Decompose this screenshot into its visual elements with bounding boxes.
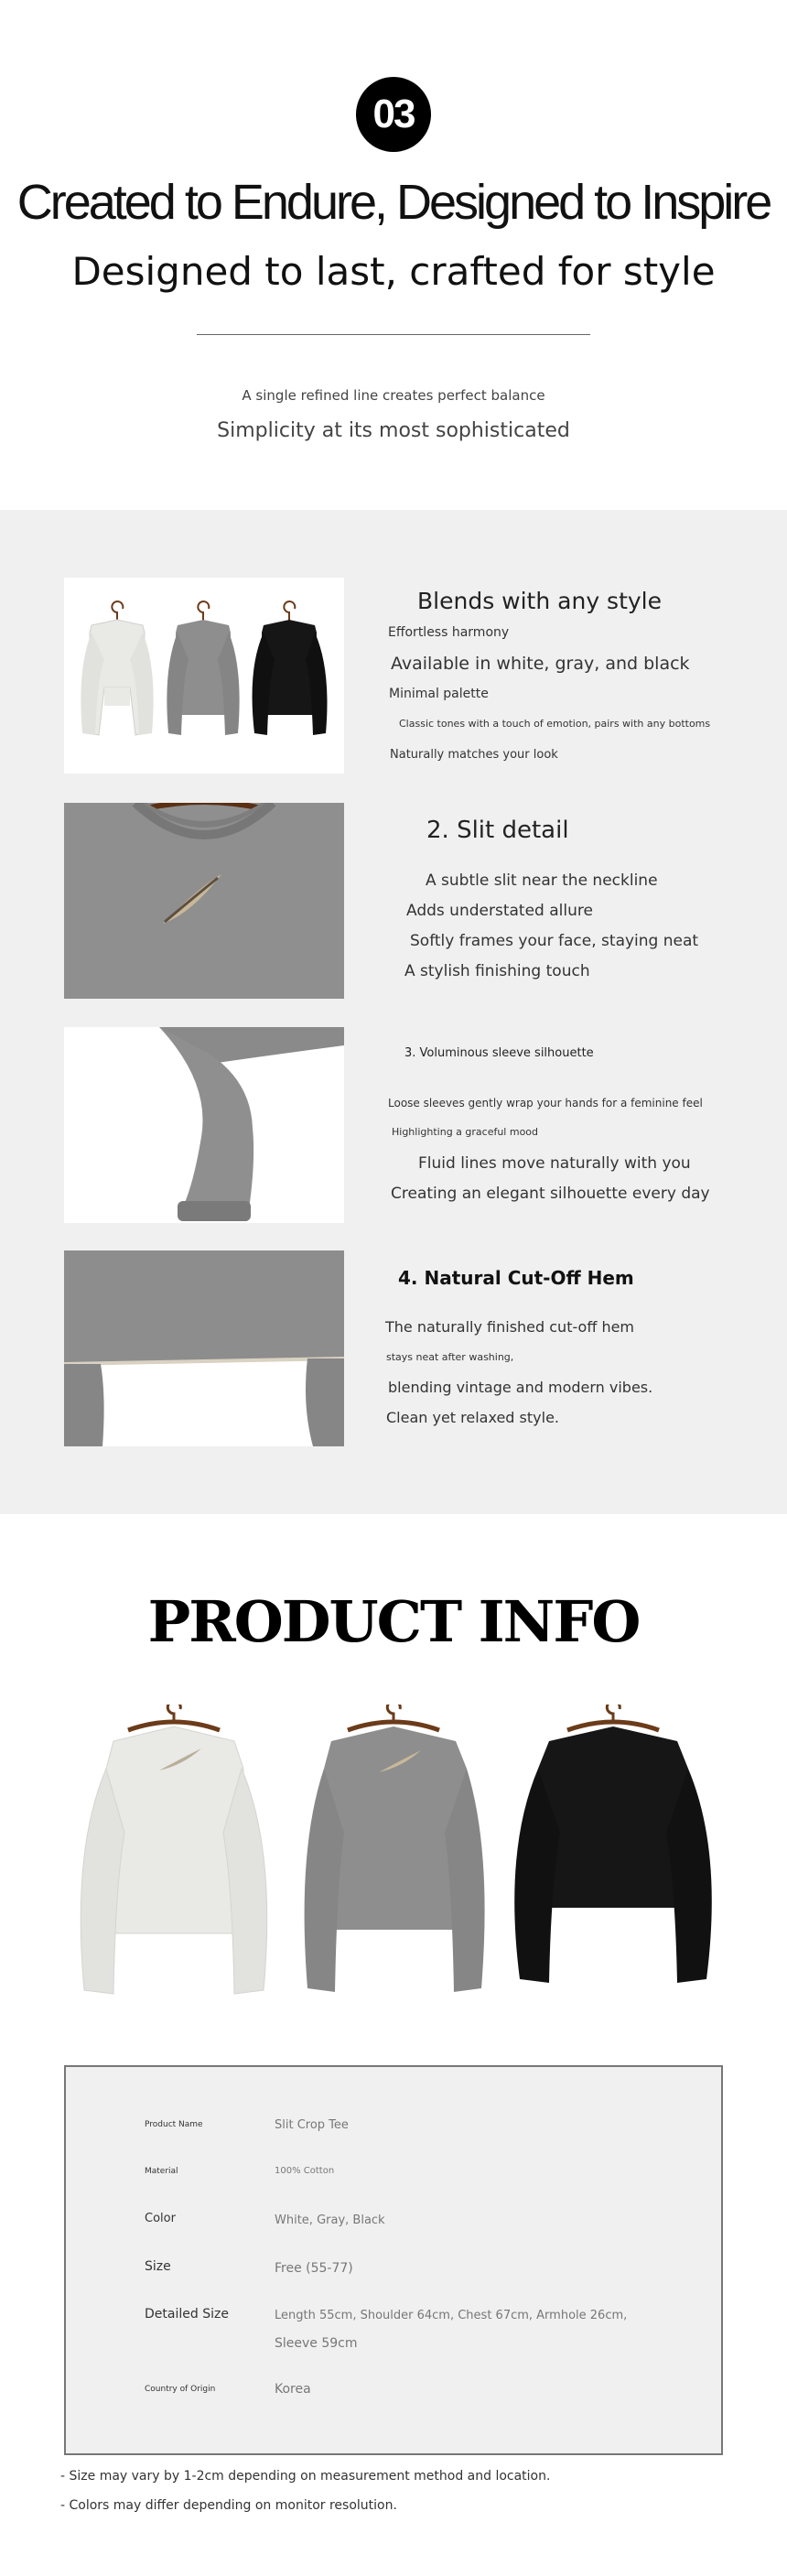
feature-4-line: blending vintage and modern vibes. bbox=[388, 1379, 653, 1396]
feature-2-image bbox=[64, 803, 344, 999]
feature-3-line: Highlighting a graceful mood bbox=[392, 1126, 539, 1138]
feature-2-line: Adds understated allure bbox=[406, 902, 593, 920]
country-label: Country of Origin bbox=[145, 2385, 216, 2394]
feature-1-line: Classic tones with a touch of emotion, pairs with any bottoms bbox=[399, 718, 711, 730]
material-value: 100% Cotton bbox=[275, 2166, 335, 2176]
feature-2-line: Softly frames your face, staying neat bbox=[410, 932, 699, 950]
feature-4-line: stays neat after washing, bbox=[386, 1351, 514, 1363]
detailed-size-label: Detailed Size bbox=[145, 2307, 229, 2322]
feature-1-line: Naturally matches your look bbox=[390, 748, 558, 762]
feature-1-line: Minimal palette bbox=[389, 687, 489, 701]
section-number-badge: 03 bbox=[356, 77, 431, 152]
size-note: - Size may vary by 1-2cm depending on measurement method and location. bbox=[60, 2469, 551, 2484]
color-label: Color bbox=[145, 2212, 176, 2225]
section-title: Created to Endure, Designed to Inspire bbox=[16, 175, 771, 230]
feature-2-line: A subtle slit near the neckline bbox=[426, 871, 658, 890]
size-label: Size bbox=[145, 2259, 171, 2274]
feature-1-title: Blends with any style bbox=[417, 588, 663, 614]
feature-3-line: Loose sleeves gently wrap your hands for a feminine feel bbox=[388, 1097, 703, 1109]
feature-4-line: The naturally finished cut-off hem bbox=[385, 1318, 635, 1336]
feature-3-title: 3. Voluminous sleeve silhouette bbox=[404, 1046, 594, 1060]
intro-line-1: A single refined line creates perfect balance bbox=[242, 387, 545, 404]
product-info-title: PRODUCT INFO bbox=[147, 1588, 640, 1655]
detailed-size-value-2: Sleeve 59cm bbox=[275, 2336, 358, 2351]
feature-2-title: 2. Slit detail bbox=[426, 817, 569, 844]
feature-1-line: Available in white, gray, and black bbox=[391, 654, 690, 674]
feature-1-image bbox=[64, 578, 344, 774]
feature-4-title: 4. Natural Cut-Off Hem bbox=[398, 1267, 634, 1289]
color-value: White, Gray, Black bbox=[275, 2213, 385, 2227]
color-note: - Colors may differ depending on monitor resolution. bbox=[60, 2498, 397, 2513]
country-value: Korea bbox=[275, 2382, 311, 2397]
feature-1-line: Effortless harmony bbox=[388, 625, 510, 640]
product-info-table bbox=[64, 2065, 723, 2455]
feature-3-line: Fluid lines move naturally with you bbox=[418, 1154, 691, 1173]
feature-3-image bbox=[64, 1027, 344, 1223]
product-colors-image bbox=[64, 1705, 723, 2016]
product-name-label: Product Name bbox=[145, 2120, 203, 2129]
feature-4-image bbox=[64, 1250, 344, 1446]
size-value: Free (55-77) bbox=[275, 2261, 353, 2276]
feature-4-line: Clean yet relaxed style. bbox=[386, 1409, 559, 1426]
divider bbox=[197, 334, 590, 335]
product-name-value: Slit Crop Tee bbox=[275, 2118, 349, 2132]
intro-line-2: Simplicity at its most sophisticated bbox=[217, 419, 570, 442]
feature-3-line: Creating an elegant silhouette every day bbox=[391, 1185, 710, 1203]
material-label: Material bbox=[145, 2167, 178, 2176]
section-subtitle: Designed to last, crafted for style bbox=[71, 249, 716, 294]
feature-2-line: A stylish finishing touch bbox=[404, 962, 590, 980]
detailed-size-value: Length 55cm, Shoulder 64cm, Chest 67cm, Armhole 26cm, bbox=[275, 2309, 628, 2322]
